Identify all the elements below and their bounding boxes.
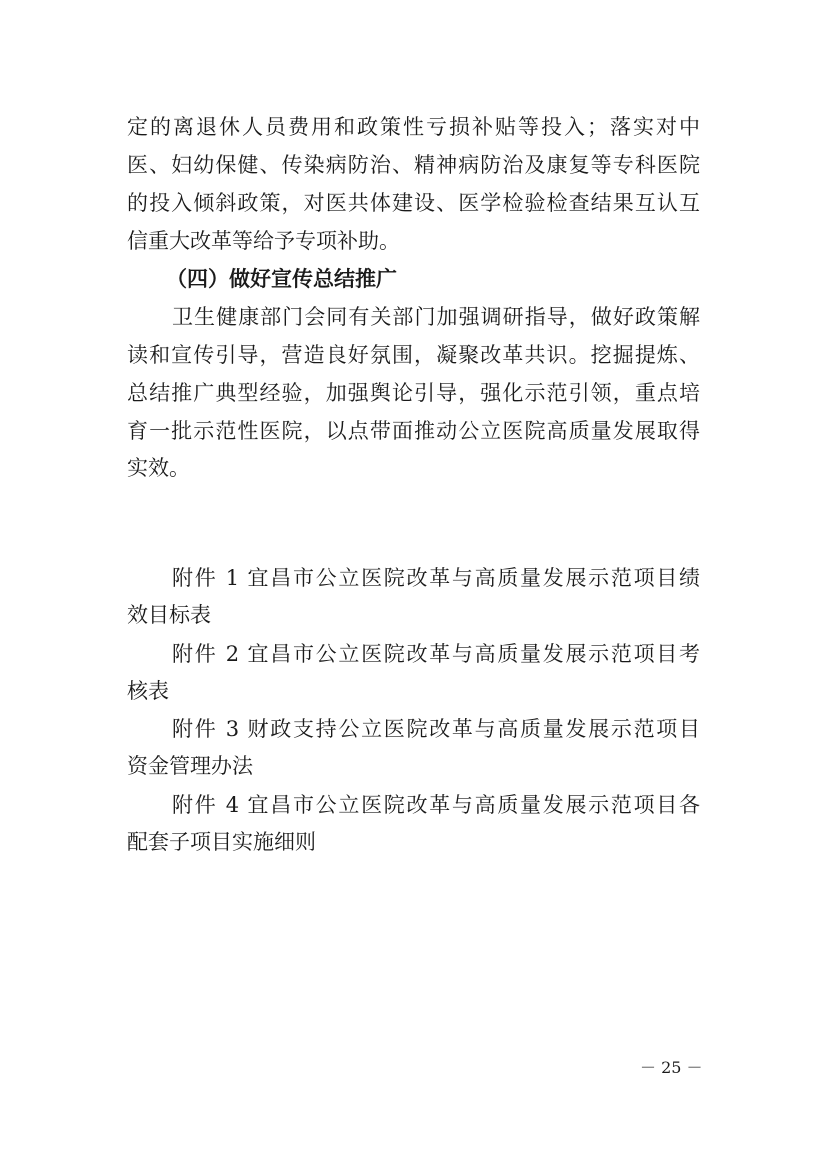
paragraph-1-line-4: 信重大改革等给予专项补助。 <box>127 229 400 253</box>
attachment-1-line-1: 附件 1 宜昌市公立医院改革与高质量发展示范项目绩 <box>172 566 700 590</box>
attachment-4-line-1: 附件 4 宜昌市公立医院改革与高质量发展示范项目各 <box>172 793 700 817</box>
attachment-2-line-2: 核表 <box>127 679 169 703</box>
paragraph-1-line-1: 定的离退休人员费用和政策性亏损补贴等投入；落实对中 <box>127 115 700 139</box>
paragraph-2-line-1: 卫生健康部门会同有关部门加强调研指导，做好政策解 <box>172 305 700 329</box>
paragraph-2-line-3: 总结推广典型经验，加强舆论引导，强化示范引领，重点培 <box>127 381 700 405</box>
attachment-1-line-2: 效目标表 <box>127 603 211 627</box>
paragraph-2-line-5: 实效。 <box>127 456 190 480</box>
paragraph-2-line-4: 育一批示范性医院，以点带面推动公立医院高质量发展取得 <box>127 419 700 443</box>
paragraph-2-line-2: 读和宣传引导，营造良好氛围，凝聚改革共识。挖掘提炼、 <box>127 343 700 367</box>
attachment-3-line-2: 资金管理办法 <box>127 754 253 778</box>
page-number: － 25 － <box>640 1058 703 1077</box>
attachment-2-line-1: 附件 2 宜昌市公立医院改革与高质量发展示范项目考 <box>172 642 700 666</box>
section-heading: （四）做好宣传总结推广 <box>166 266 397 291</box>
attachment-3-line-1: 附件 3 财政支持公立医院改革与高质量发展示范项目 <box>172 717 700 741</box>
attachment-4-line-2: 配套子项目实施细则 <box>127 830 316 854</box>
paragraph-1-line-3: 的投入倾斜政策，对医共体建设、医学检验检查结果互认互 <box>127 191 700 215</box>
paragraph-1-line-2: 医、妇幼保健、传染病防治、精神病防治及康复等专科医院 <box>127 153 700 177</box>
